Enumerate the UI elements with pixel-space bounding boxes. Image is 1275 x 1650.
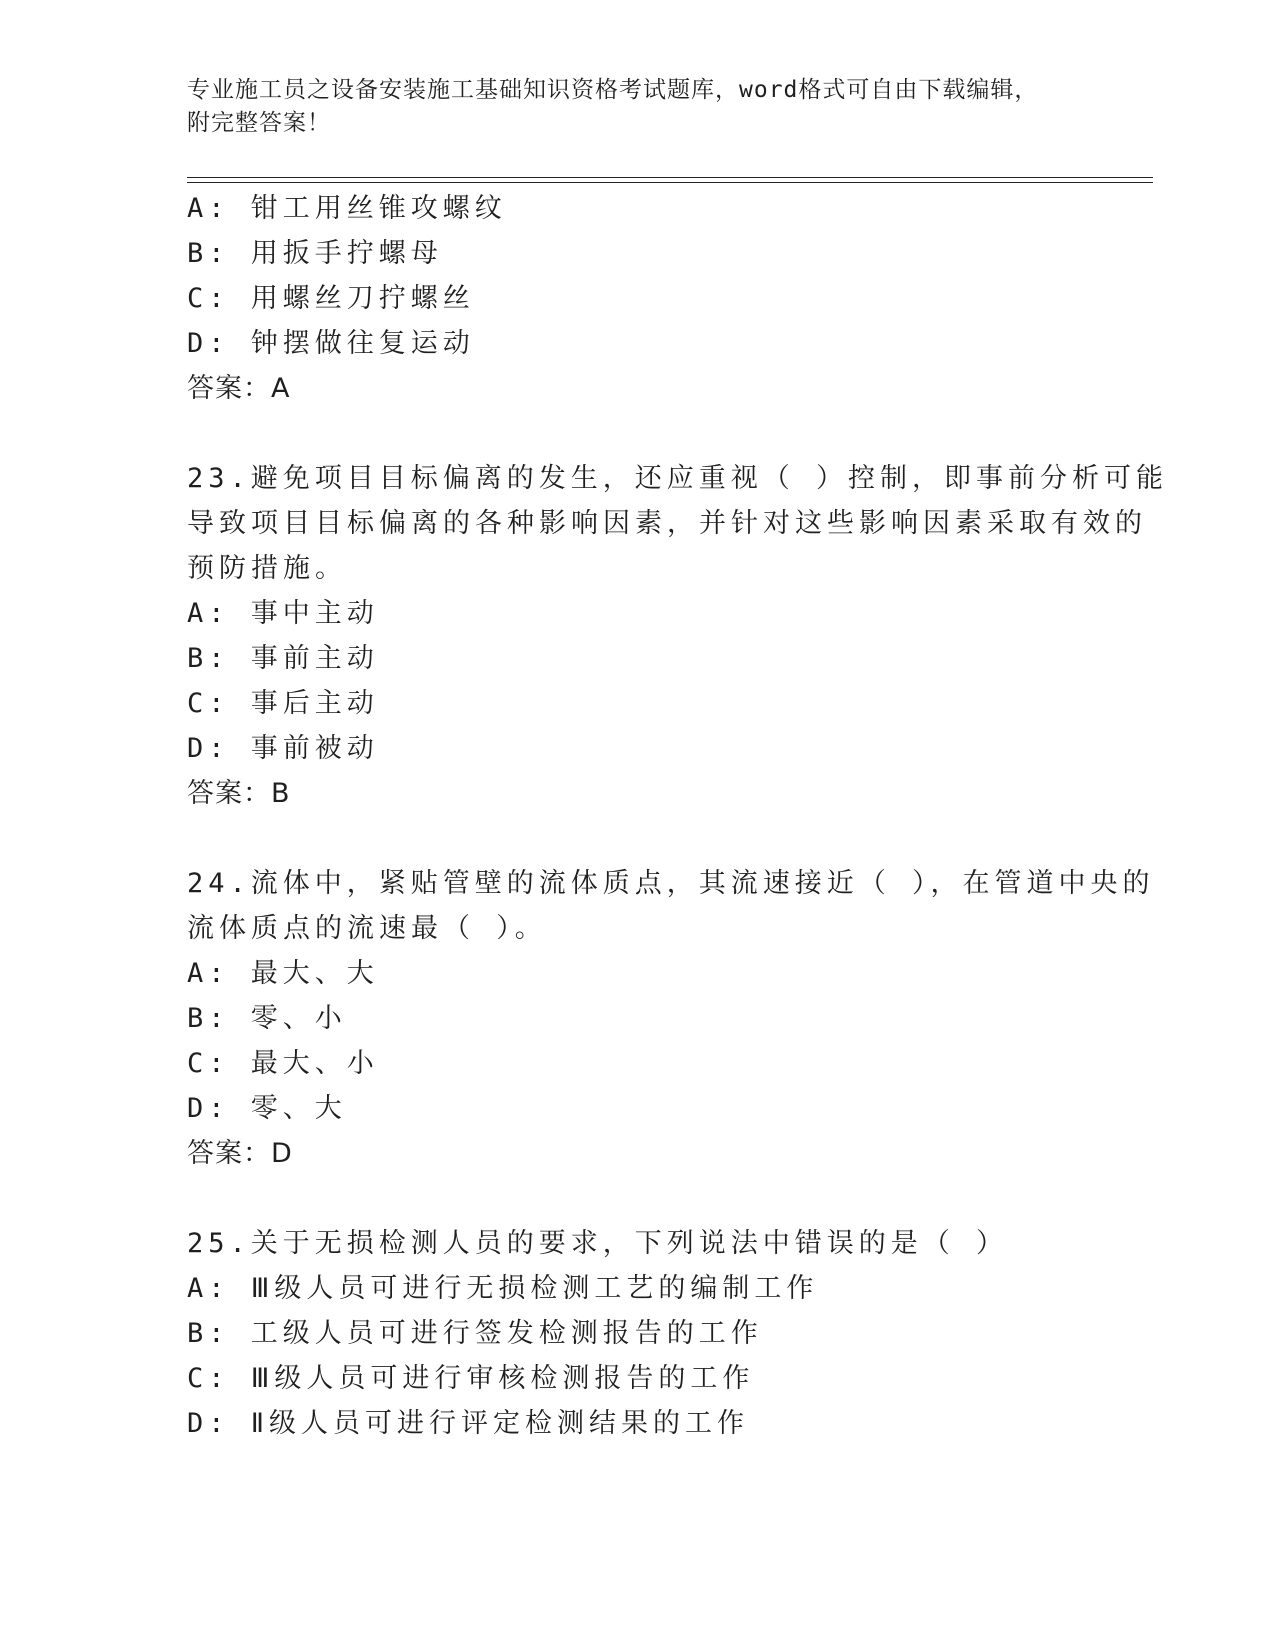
q24-option-d: D: 零、大 bbox=[187, 1093, 347, 1124]
header-line-1: 专业施工员之设备安装施工基础知识资格考试题库，word格式可自由下载编辑， bbox=[187, 77, 1039, 103]
q22-option-c: C: 用螺丝刀拧螺丝 bbox=[187, 283, 475, 314]
q24-option-c: C: 最大、小 bbox=[187, 1048, 379, 1079]
q23-stem-line-1: 23.避免项目目标偏离的发生，还应重视（ ）控制，即事前分析可能 bbox=[187, 463, 1169, 494]
q23-option-c: C: 事后主动 bbox=[187, 688, 379, 719]
header-divider-top bbox=[187, 177, 1153, 178]
q23-answer: 答案：B bbox=[187, 778, 291, 809]
header-line-2: 附完整答案！ bbox=[187, 110, 331, 136]
q23-option-d: D: 事前被动 bbox=[187, 733, 379, 764]
q22-option-d: D: 钟摆做往复运动 bbox=[187, 328, 475, 359]
q24-option-a: A: 最大、大 bbox=[187, 958, 379, 989]
q23-stem-line-2: 导致项目目标偏离的各种影响因素，并针对这些影响因素采取有效的 bbox=[187, 508, 1147, 539]
q24-stem-line-1: 24.流体中，紧贴管壁的流体质点，其流速接近（ ），在管道中央的 bbox=[187, 868, 1155, 899]
q24-stem-line-2: 流体质点的流速最（ ）。 bbox=[187, 913, 547, 944]
q22-option-b: B: 用扳手拧螺母 bbox=[187, 238, 443, 269]
q23-option-b: B: 事前主动 bbox=[187, 643, 379, 674]
q24-answer: 答案：D bbox=[187, 1138, 293, 1169]
q25-option-c: C: Ⅲ级人员可进行审核检测报告的工作 bbox=[187, 1363, 755, 1394]
document-header bbox=[187, 74, 1087, 140]
q25-option-b: B: 工级人员可进行签发检测报告的工作 bbox=[187, 1318, 763, 1349]
header-divider-bottom bbox=[187, 182, 1153, 183]
q25-stem-line-1: 25.关于无损检测人员的要求，下列说法中错误的是（ ） bbox=[187, 1228, 1009, 1259]
q23-stem-line-3: 预防措施。 bbox=[187, 553, 347, 584]
q23-option-a: A: 事中主动 bbox=[187, 598, 379, 629]
q25-option-d: D: Ⅱ级人员可进行评定检测结果的工作 bbox=[187, 1408, 750, 1439]
q22-answer: 答案：A bbox=[187, 373, 291, 404]
q25-option-a: A: Ⅲ级人员可进行无损检测工艺的编制工作 bbox=[187, 1273, 819, 1304]
q22-option-a: A: 钳工用丝锥攻螺纹 bbox=[187, 193, 507, 224]
q24-option-b: B: 零、小 bbox=[187, 1003, 347, 1034]
